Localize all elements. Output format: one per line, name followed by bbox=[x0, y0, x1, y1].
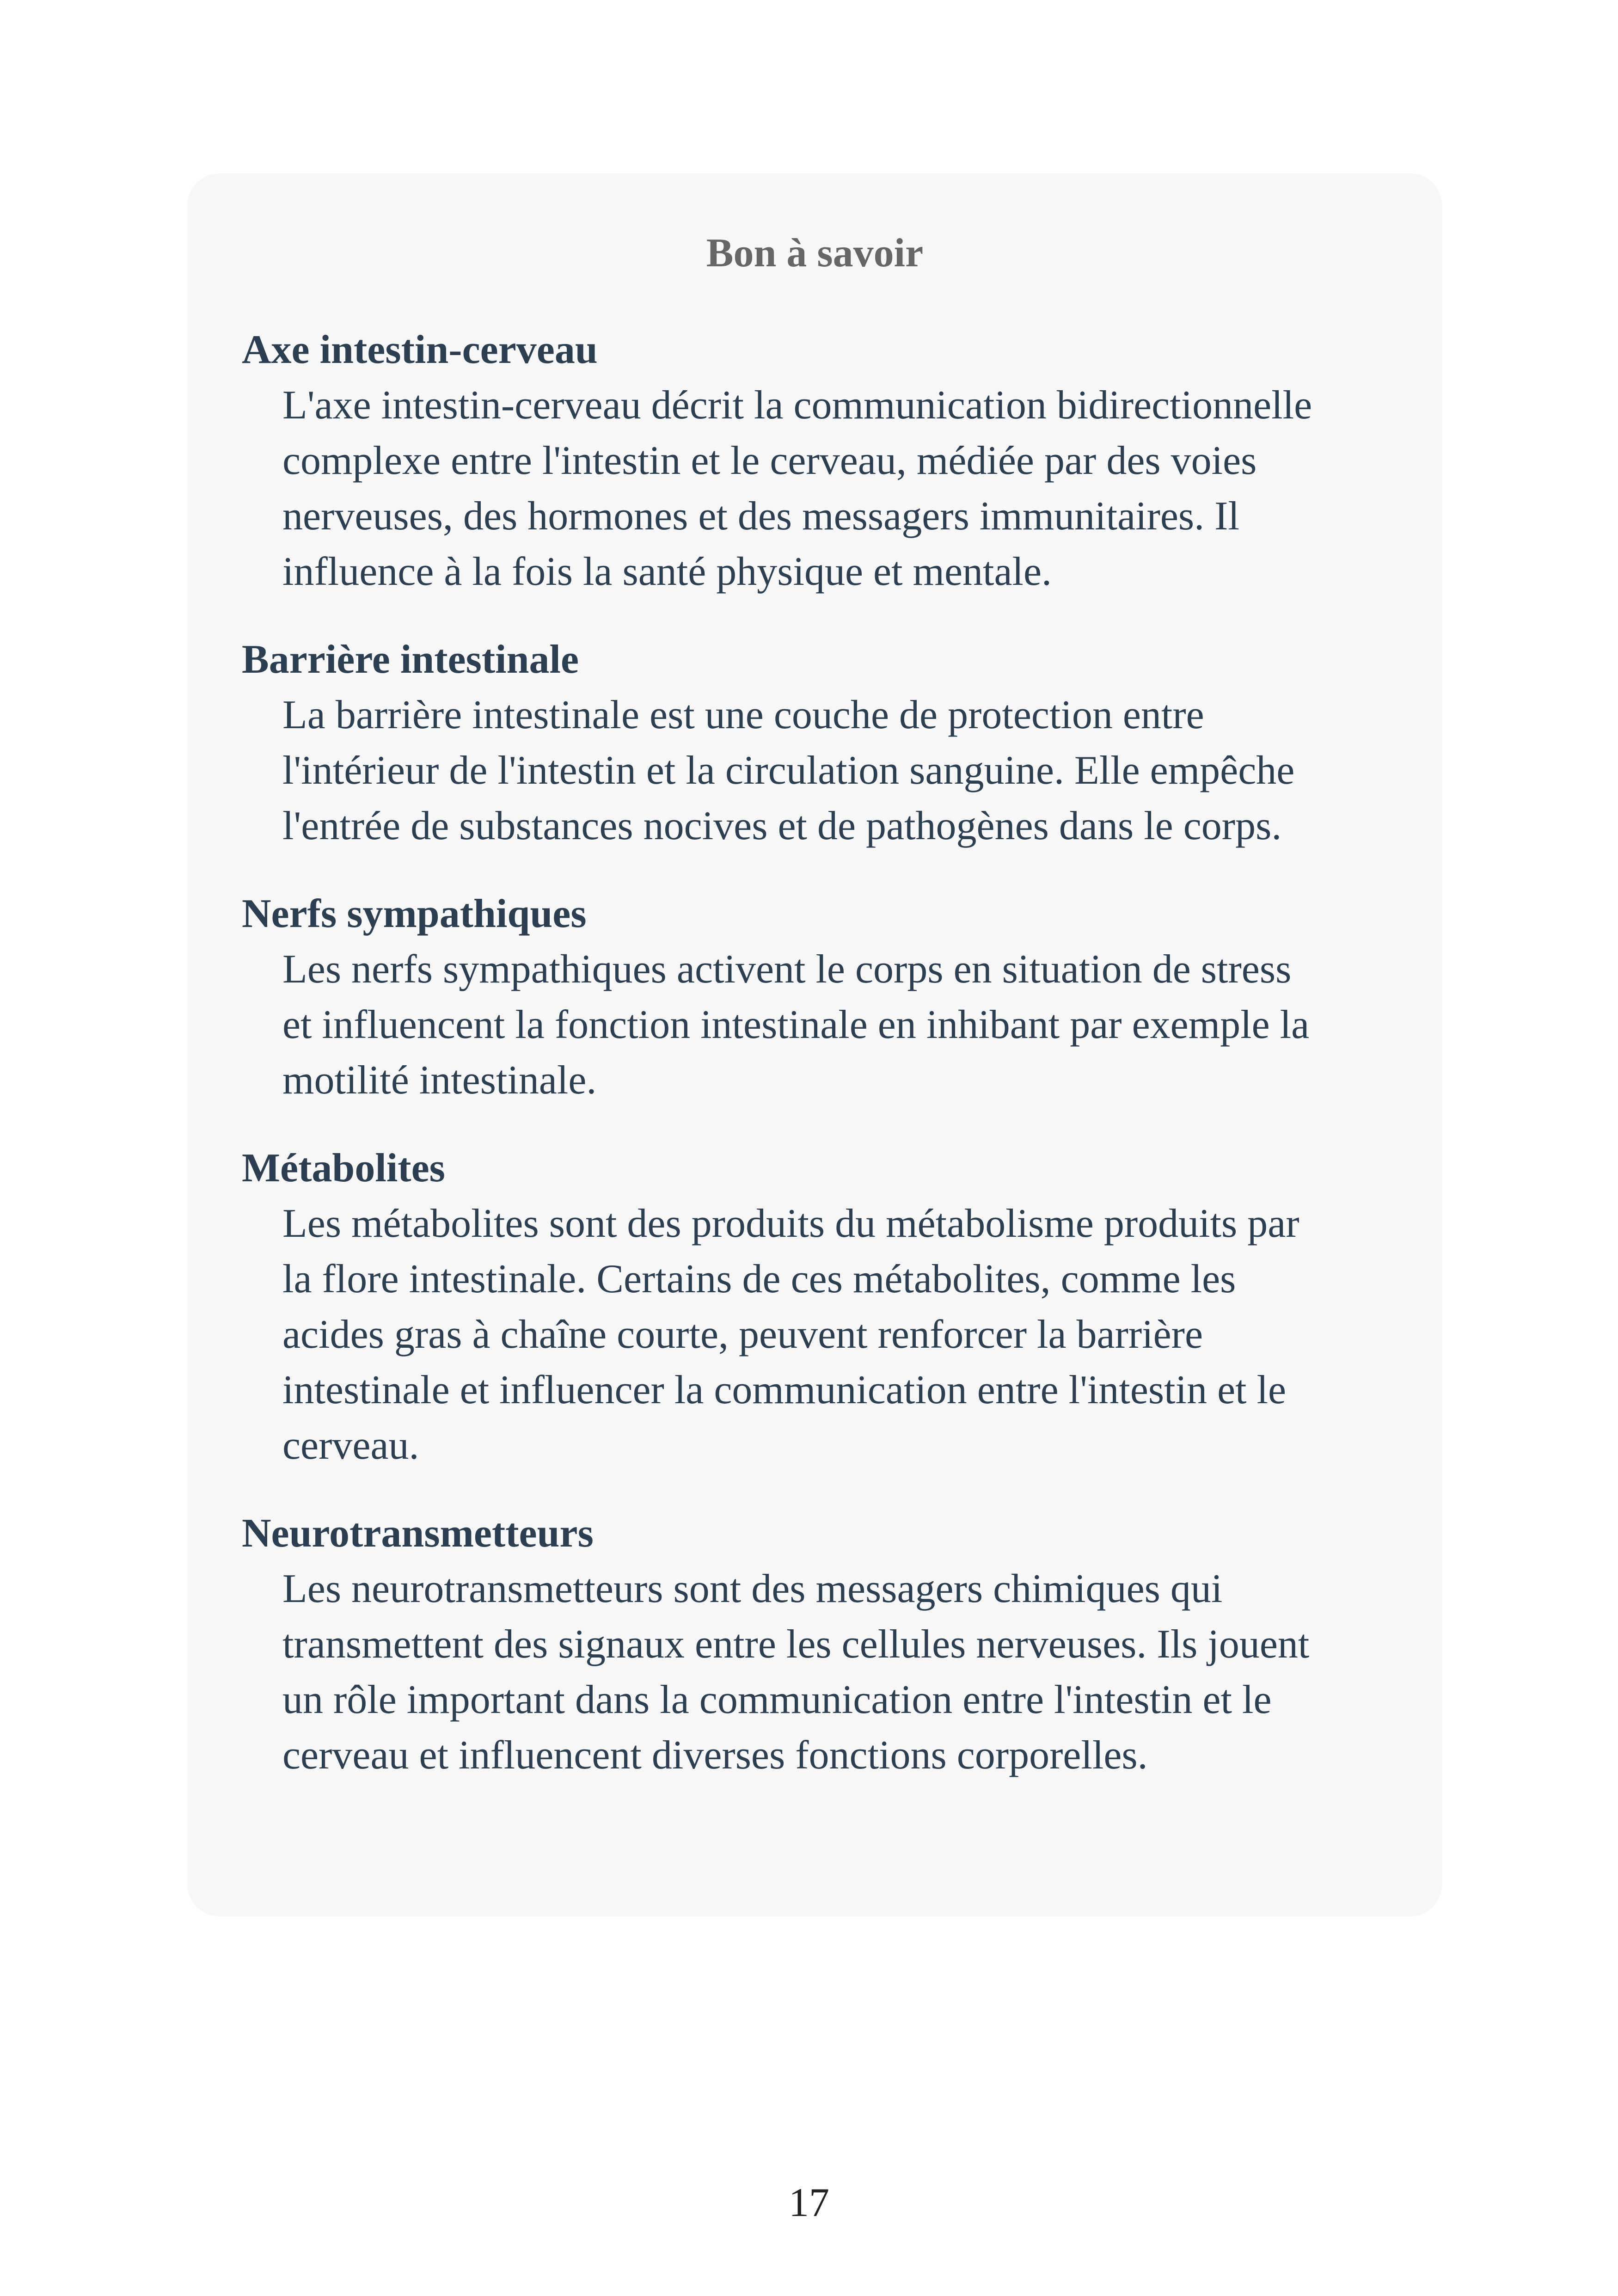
glossary-term: Nerfs sympathiques bbox=[242, 891, 587, 936]
glossary-entry bbox=[242, 1141, 1425, 1473]
glossary-definition: L'axe intestin-cerveau décrit la communication bidirectionnelle complexe entre l'intestin et le cerveau, médiée par des voies nerveuses, des hormones et des messagers immunitaires. Il influence à la fois la santé physique et mentale. bbox=[282, 383, 1312, 594]
info-box-title: Bon à savoir bbox=[706, 231, 924, 276]
glossary-definition: Les nerfs sympathiques activent le corps en situation de stress et influencent la fonction intestinale en inhibant par exemple la motilité intestinale. bbox=[282, 947, 1310, 1103]
glossary-definition: La barrière intestinale est une couche de protection entre l'intérieur de l'intestin et la circulation sanguine. Elle empêche l'entrée de substances nocives et de pathogènes dans le corps. bbox=[282, 693, 1295, 848]
page-number: 17 bbox=[789, 2180, 829, 2225]
glossary-term: Barrière intestinale bbox=[242, 637, 579, 682]
glossary-entry bbox=[242, 322, 1425, 600]
glossary-entry bbox=[242, 632, 1425, 854]
info-box bbox=[187, 173, 1442, 1916]
glossary-term: Métabolites bbox=[242, 1146, 445, 1191]
glossary-list bbox=[242, 322, 1425, 1816]
glossary-definition: Les métabolites sont des produits du métabolisme produits par la flore intestinale. Certains de ces métabolites, comme les acides gras à chaîne courte, peuvent renforcer la barrière intestinale et influencer la communication entre l'intestin et le cerveau. bbox=[282, 1201, 1299, 1468]
glossary-definition: Les neurotransmetteurs sont des messagers chimiques qui transmettent des signaux entre les cellules nerveuses. Ils jouent un rôle important dans la communication entre l'intestin et le cerveau et influencent diverses fonctions corporelles. bbox=[282, 1566, 1310, 1778]
glossary-entry bbox=[242, 886, 1425, 1108]
glossary-entry bbox=[242, 1506, 1425, 1783]
glossary-term: Neurotransmetteurs bbox=[242, 1511, 594, 1556]
glossary-term: Axe intestin-cerveau bbox=[242, 327, 598, 372]
